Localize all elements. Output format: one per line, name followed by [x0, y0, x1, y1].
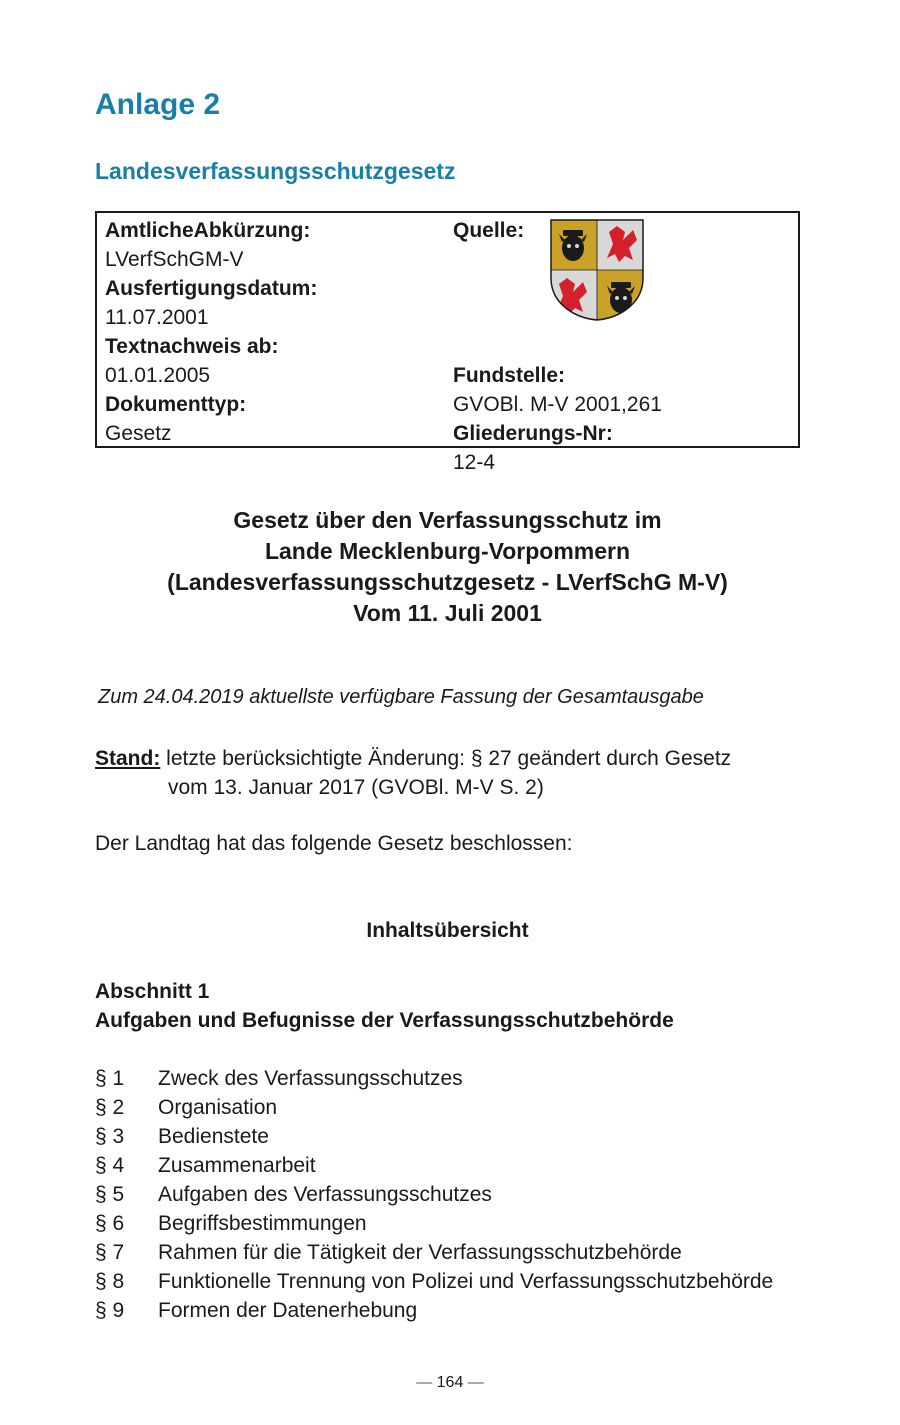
toc-item-title: Bedienstete — [158, 1125, 269, 1148]
section-title: Aufgaben und Befugnisse der Verfassungsschutzbehörde — [95, 1009, 674, 1032]
toc-item-number: § 7 — [95, 1241, 125, 1264]
law-title-line: Vom 11. Juli 2001 — [353, 600, 542, 626]
stand-text-continued: vom 13. Januar 2017 (GVOBl. M-V S. 2) — [168, 776, 544, 799]
toc-item-title: Formen der Datenerhebung — [158, 1299, 418, 1322]
coat-of-arms-icon — [549, 218, 645, 322]
page-number — [0, 1374, 900, 1392]
ausfertigungsdatum-value: 11.07.2001 — [105, 306, 209, 329]
toc-item-number: § 1 — [95, 1067, 125, 1090]
toc-item — [95, 1238, 773, 1267]
toc-item-number: § 6 — [95, 1212, 125, 1235]
toc-item — [95, 1180, 773, 1209]
toc-item-number: § 9 — [95, 1299, 125, 1322]
fundstelle-label: Fundstelle: — [453, 364, 566, 387]
ausfertigungsdatum-label: Ausfertigungsdatum: — [105, 277, 318, 300]
page-number-dash: — — [416, 1374, 433, 1391]
toc-item — [95, 1064, 773, 1093]
law-short-title: Landesverfassungsschutzgesetz — [95, 158, 456, 184]
version-note: Zum 24.04.2019 aktuellste verfügbare Fassung der Gesamtausgabe — [98, 686, 704, 708]
page-number-dash: — — [467, 1374, 484, 1391]
toc-item-title: Begriffsbestimmungen — [158, 1212, 367, 1235]
toc-item-title: Aufgaben des Verfassungsschutzes — [158, 1183, 492, 1206]
toc-heading: Inhaltsübersicht — [366, 919, 529, 942]
toc-item-title: Zweck des Verfassungsschutzes — [158, 1067, 463, 1090]
toc-item-title: Organisation — [158, 1096, 278, 1119]
toc-item — [95, 1151, 773, 1180]
toc-item-number: § 3 — [95, 1125, 125, 1148]
toc-item-number: § 5 — [95, 1183, 125, 1206]
metadata-left-column — [105, 216, 435, 448]
section-number: Abschnitt 1 — [95, 980, 210, 1003]
toc-list — [95, 1064, 773, 1325]
toc-item — [95, 1267, 773, 1296]
toc-item — [95, 1296, 773, 1325]
metadata-box — [95, 211, 800, 474]
toc-item — [95, 1209, 773, 1238]
gliederungs-nr-label: Gliederungs-Nr: — [453, 422, 613, 445]
law-title-line: (Landesverfassungsschutzgesetz - LVerfSchG M-V) — [167, 569, 728, 595]
toc-item-number: § 8 — [95, 1270, 125, 1293]
quelle-label: Quelle: — [453, 219, 525, 242]
textnachweis-label: Textnachweis ab: — [105, 335, 279, 358]
textnachweis-value: 01.01.2005 — [105, 364, 211, 387]
gliederungs-nr-value: 12-4 — [453, 451, 496, 474]
page-number-value: 164 — [436, 1374, 464, 1391]
law-title-line: Lande Mecklenburg-Vorpommern — [264, 538, 631, 564]
fundstelle-value: GVOBl. M-V 2001,261 — [453, 393, 662, 416]
abkuerzung-value: LVerfSchGM-V — [105, 248, 244, 271]
toc-item-title: Funktionelle Trennung von Polizei und Verfassungsschutzbehörde — [158, 1270, 774, 1293]
toc-item — [95, 1122, 773, 1151]
law-full-title — [95, 505, 800, 629]
toc-item-number: § 2 — [95, 1096, 125, 1119]
stand-text: letzte berücksichtigte Änderung: § 27 geändert durch Gesetz — [160, 747, 732, 770]
dokumenttyp-label: Dokumenttyp: — [105, 393, 247, 416]
toc-item — [95, 1093, 773, 1122]
toc-item-title: Zusammenarbeit — [158, 1154, 316, 1177]
enactment-clause: Der Landtag hat das folgende Gesetz beschlossen: — [95, 832, 573, 855]
dokumenttyp-value: Gesetz — [105, 422, 172, 445]
stand-label: Stand: — [95, 747, 161, 770]
law-title-line: Gesetz über den Verfassungsschutz im — [233, 507, 662, 533]
stand-block — [95, 744, 815, 802]
section-heading — [95, 977, 674, 1035]
toc-item-title: Rahmen für die Tätigkeit der Verfassungsschutzbehörde — [158, 1241, 682, 1264]
anlage-heading: Anlage 2 — [95, 88, 221, 121]
toc-item-number: § 4 — [95, 1154, 125, 1177]
abkuerzung-label: AmtlicheAbkürzung: — [105, 219, 311, 242]
